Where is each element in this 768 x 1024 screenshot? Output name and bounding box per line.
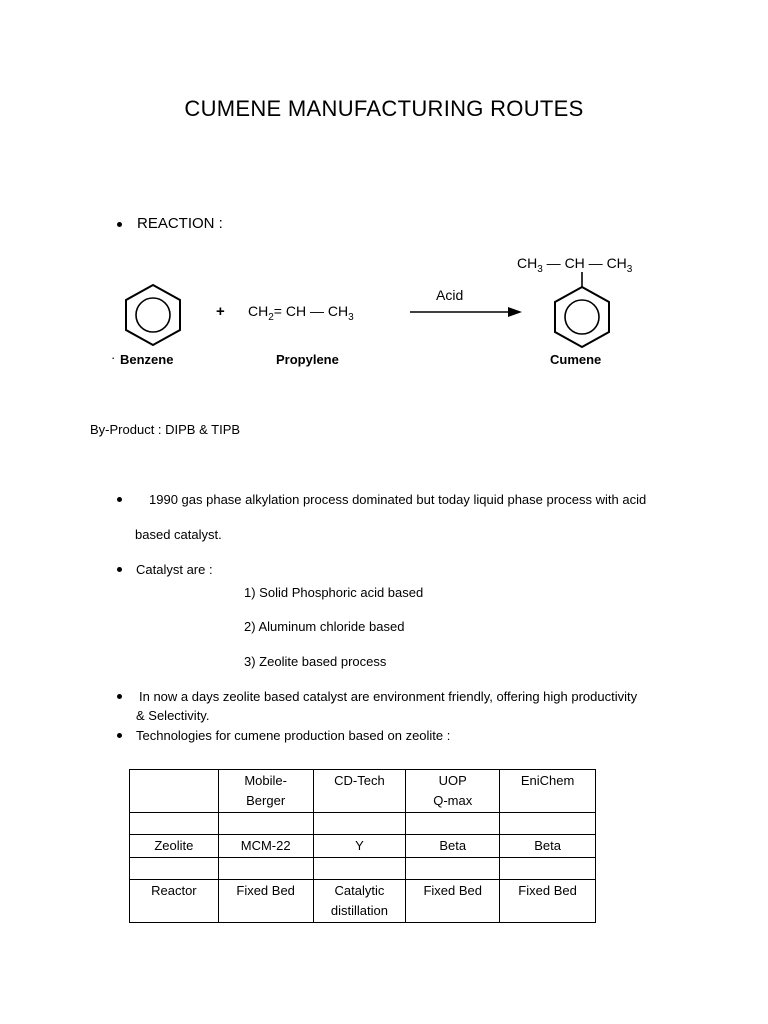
propylene-formula: $CH_2=$ CH — $CH_3$ (248, 303, 354, 323)
bullet-dot (117, 222, 122, 227)
byproduct-text: By-Product : DIPB & TIPB (90, 422, 241, 437)
cumene-group: $CH_3$ — CH — $CH_3$ (517, 255, 633, 275)
technology-table (129, 769, 596, 923)
bullet-zeolite-friendly: In now a days zeolite based catalyst are environment friendly, offering high productivity (139, 689, 638, 704)
label-benzene: Benzene (120, 352, 174, 367)
bullet-zeolite-friendly-cont: & Selectivity. (136, 708, 210, 723)
leading-mark: · (111, 350, 116, 365)
bullet-gas-phase-cont: based catalyst. (135, 527, 222, 542)
cumene-ring (555, 287, 609, 347)
catalyst-item: 1) Solid Phosphoric acid based (244, 585, 424, 600)
table-cell: Reactor (130, 880, 219, 923)
bullet-gas-phase: 1990 gas phase alkylation process dominated but today liquid phase process with acid (149, 492, 647, 507)
bullet-dot (117, 567, 122, 572)
table-cell: Catalytic distillation (313, 880, 406, 923)
bullet-dot (117, 497, 122, 502)
catalyst-item: 3) Zeolite based process (244, 654, 387, 669)
table-cell: MCM-22 (218, 835, 313, 858)
table-cell: Fixed Bed (218, 880, 313, 923)
bullet-dot (117, 694, 122, 699)
table-cell: Fixed Bed (500, 880, 596, 923)
table-row (130, 813, 596, 835)
bullet-technologies: Technologies for cumene production based on zeolite : (136, 728, 451, 743)
table-cell: Mobile- Berger (218, 770, 313, 813)
table-cell: Beta (500, 835, 596, 858)
table-row (130, 858, 596, 880)
table-cell: CD-Tech (313, 770, 406, 813)
table-cell: Y (313, 835, 406, 858)
bullet-catalyst: Catalyst are : (136, 562, 213, 577)
catalyst-item: 2) Aluminum chloride based (244, 619, 405, 634)
table-cell: Fixed Bed (406, 880, 500, 923)
table-cell (130, 770, 219, 813)
table-row (130, 835, 596, 858)
arrow-head-icon (508, 307, 522, 317)
table-row (130, 880, 596, 923)
table-cell: UOP Q-max (406, 770, 500, 813)
table-cell: Beta (406, 835, 500, 858)
label-cumene: Cumene (550, 352, 602, 367)
benzene-ring (126, 285, 180, 345)
acid-label: Acid (436, 287, 464, 303)
table-cell: EniChem (500, 770, 596, 813)
reaction-plus: + (216, 303, 225, 320)
table-cell: Zeolite (130, 835, 219, 858)
reaction-heading: REACTION : (137, 215, 223, 232)
page-title: CUMENE MANUFACTURING ROUTES (184, 96, 584, 121)
label-propylene: Propylene (276, 352, 339, 367)
table-header-row (130, 770, 596, 813)
bullet-dot (117, 733, 122, 738)
